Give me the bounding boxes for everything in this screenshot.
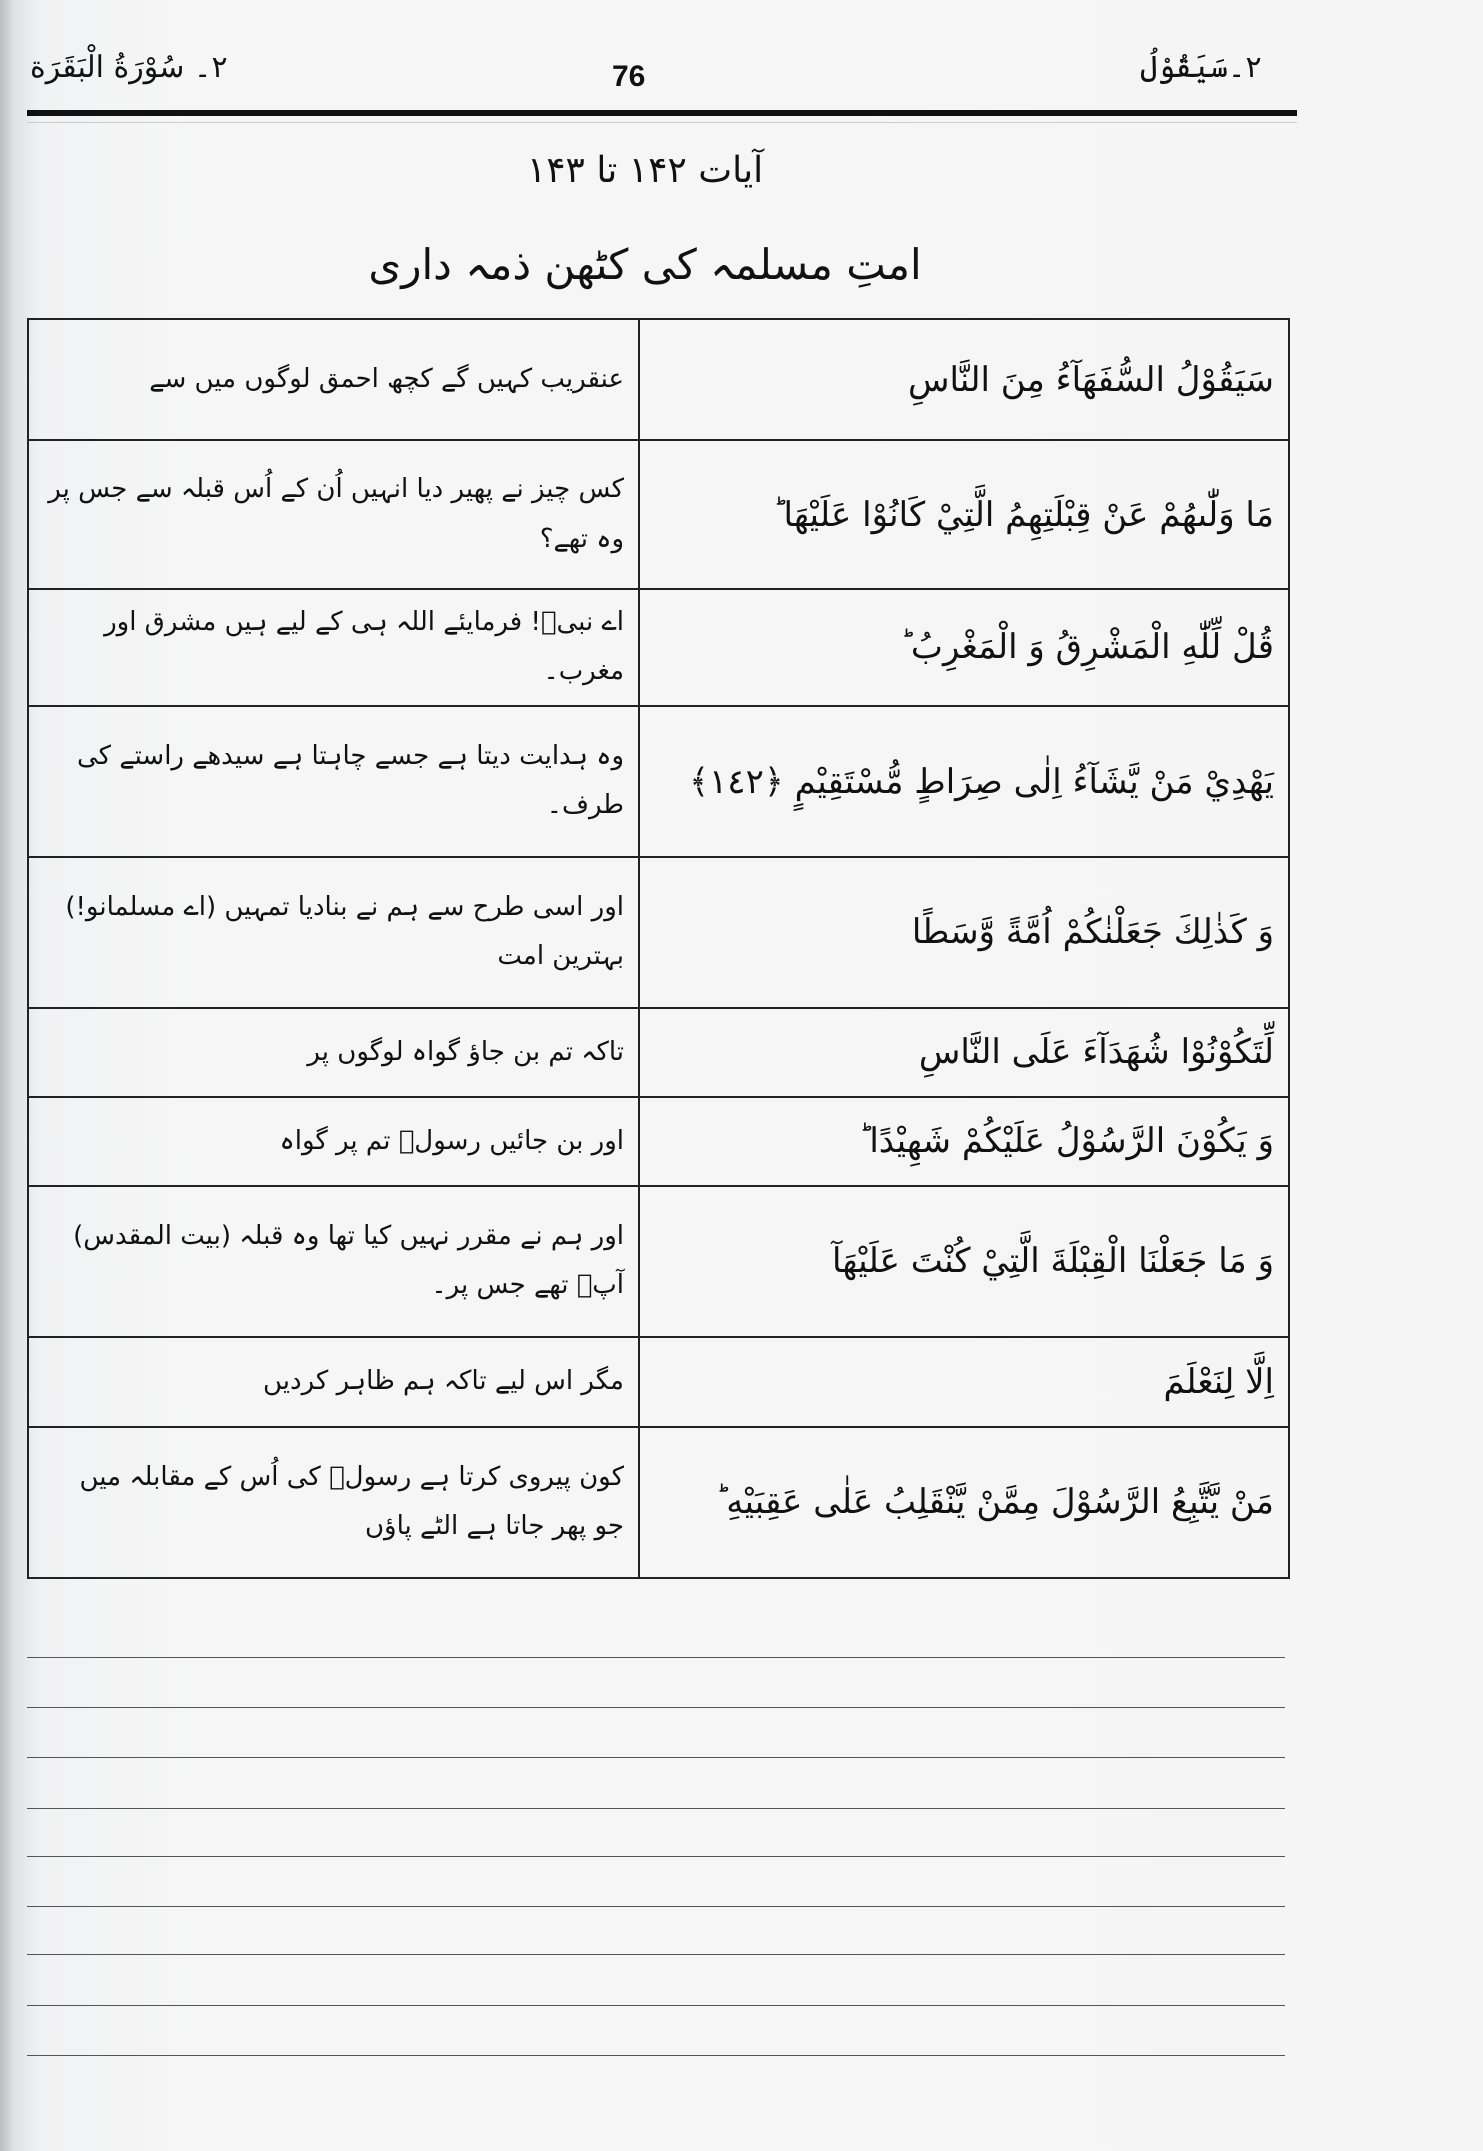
section-heading: امتِ مسلمہ کی کٹھن ذمہ داری — [368, 240, 922, 289]
urdu-translation: وہ ہدایت دیتا ہے جسے چاہتا ہے سیدھے راستے کی طرف۔ — [28, 706, 639, 857]
writing-line — [27, 1808, 1285, 1809]
ayat-range: آیات ۱۴۲ تا ۱۴۳ — [526, 150, 764, 191]
arabic-verse: سَيَقُوْلُ السُّفَهَآءُ مِنَ النَّاسِ — [639, 319, 1289, 440]
table-row — [28, 706, 1289, 857]
page-number: 76 — [612, 60, 646, 93]
table-row — [28, 857, 1289, 1008]
urdu-translation: عنقریب کہیں گے کچھ احمق لوگوں میں سے — [28, 319, 639, 440]
writing-line — [27, 2055, 1285, 2056]
arabic-verse: وَ يَكُوْنَ الرَّسُوْلُ عَلَيْكُمْ شَهِيْدًا ؕ — [639, 1097, 1289, 1186]
arabic-verse: وَ مَا جَعَلْنَا الْقِبْلَةَ الَّتِيْ كُنْتَ عَلَيْهَآ — [639, 1186, 1289, 1337]
writing-line — [27, 1707, 1285, 1708]
table-row — [28, 1337, 1289, 1427]
arabic-verse: اِلَّا لِنَعْلَمَ — [639, 1337, 1289, 1427]
writing-line — [27, 1856, 1285, 1857]
table-row — [28, 319, 1289, 440]
header-rule — [27, 110, 1297, 116]
urdu-translation: اور ہم نے مقرر نہیں کیا تھا وہ قبلہ (بیت المقدس) آپؐ تھے جس پر۔ — [28, 1186, 639, 1337]
arabic-verse: مَنْ يَّتَّبِعُ الرَّسُوْلَ مِمَّنْ يَّنْقَلِبُ عَلٰى عَقِبَيْهِ ؕ — [639, 1427, 1289, 1578]
surah-name: ٢۔ سُوْرَةُ الْبَقَرَة — [30, 50, 228, 85]
arabic-verse: لِّتَكُوْنُوْا شُهَدَآءَ عَلَى النَّاسِ — [639, 1008, 1289, 1097]
writing-line — [27, 1757, 1285, 1758]
table-row — [28, 1008, 1289, 1097]
urdu-translation: کون پیروی کرتا ہے رسولؐ کی اُس کے مقابلہ میں جو پھر جاتا ہے الٹے پاؤں — [28, 1427, 639, 1578]
table-row — [28, 440, 1289, 589]
urdu-translation: کس چیز نے پھیر دیا انہیں اُن کے اُس قبلہ سے جس پر وہ تھے؟ — [28, 440, 639, 589]
arabic-verse: مَا وَلّٰىهُمْ عَنْ قِبْلَتِهِمُ الَّتِيْ كَانُوْا عَلَيْهَا ؕ — [639, 440, 1289, 589]
header-rule-thin — [27, 122, 1297, 123]
arabic-verse: وَ كَذٰلِكَ جَعَلْنٰكُمْ اُمَّةً وَّسَطًا — [639, 857, 1289, 1008]
table-row — [28, 1427, 1289, 1578]
writing-line — [27, 1906, 1285, 1907]
arabic-verse: قُلْ لِّلّٰهِ الْمَشْرِقُ وَ الْمَغْرِبُ ؕ — [639, 589, 1289, 706]
urdu-translation: اے نبیؐ! فرمایئے اللہ ہی کے لیے ہیں مشرق اور مغرب۔ — [28, 589, 639, 706]
writing-line — [27, 2005, 1285, 2006]
juz-name: ٢۔سَيَقُوْلُ — [1140, 50, 1262, 85]
urdu-translation: مگر اس لیے تاکہ ہم ظاہر کردیں — [28, 1337, 639, 1427]
table-row — [28, 589, 1289, 706]
urdu-translation: تاکہ تم بن جاؤ گواہ لوگوں پر — [28, 1008, 639, 1097]
writing-line — [27, 1954, 1285, 1955]
urdu-translation: اور بن جائیں رسولؐ تم پر گواہ — [28, 1097, 639, 1186]
table-row — [28, 1186, 1289, 1337]
writing-line — [27, 1657, 1285, 1658]
translation-table — [27, 318, 1290, 1579]
urdu-translation: اور اسی طرح سے ہم نے بنادیا تمہیں (اے مسلمانو!) بہترین امت — [28, 857, 639, 1008]
arabic-verse: يَهْدِيْ مَنْ يَّشَآءُ اِلٰى صِرَاطٍ مُّسْتَقِيْمٍ ﴿١٤٢﴾ — [639, 706, 1289, 857]
table-row — [28, 1097, 1289, 1186]
